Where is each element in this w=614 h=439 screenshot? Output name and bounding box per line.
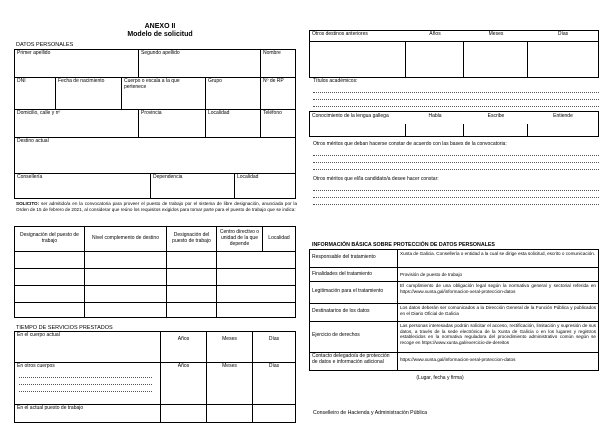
table-row [15, 251, 295, 268]
department-label: Consellería [17, 174, 43, 180]
understands-label: Entiende [553, 113, 573, 119]
signature-note: (Lugar, fecha y firma) [416, 375, 464, 381]
locality-label: Localidad [208, 110, 230, 116]
th-designation2: Designación del puesto de trabajo [167, 227, 217, 251]
recipient: Conselleiro de Hacienda y Administración Pública [313, 410, 428, 416]
first-surname-label: Primer apellido [17, 50, 51, 56]
th-directive-center: Centro directivo o unidad de la que depende [217, 227, 263, 251]
dp-value: Las personas interesadas podrán solicitar el acceso, rectificación, limitación y supresión de sus datos, a través de la sede electrónica de la Xunta de Galicia o en los lugares y registros establecidos en la normativa reguladora del procedimiento administrativo común según se recoge en https://www.xunta.gal/exercicio-de-dereitos [400, 323, 596, 345]
days-label: Días [268, 336, 280, 342]
galician-label: Conocimiento de la lengua gallega [312, 113, 389, 119]
name-label: Nombre [263, 50, 281, 56]
dp-key: Ejercicio de derechos [312, 332, 360, 338]
th-level: Nivel complemento de destino [85, 227, 167, 251]
province-label: Provincia [141, 110, 162, 116]
merits-line [313, 155, 599, 156]
dp-value: Provisión de puesto de trabajo [400, 272, 463, 277]
page-title: Modelo de solicitud [127, 31, 193, 38]
table-row [15, 302, 295, 317]
personal-data-box [14, 49, 296, 199]
prev-years-label: Años [429, 31, 441, 37]
merits-line [313, 162, 599, 163]
data-protection-table [309, 249, 599, 371]
request-label: SOLICITO: [16, 201, 40, 206]
previous-posts-box [309, 30, 599, 78]
address-label: Domicilio, calle y nº [17, 110, 61, 116]
merits-line [313, 197, 599, 198]
current-post-time-label: En el actual puesto de trabajo [17, 405, 84, 411]
dp-value: El cumplimiento de una obligación legal según la normativa general y sectorial referida en https://www.xunta.gal/informacion-xeral-proteccion-datos [400, 283, 596, 294]
request-body: ser admitido/a en la convocatoria para proveer el puesto de trabajo por el sistema de libre designación, anunciada por la Orden de 15 de febrero de 2021, al considerar que reúno los requisitos exigidos para tomar parte para el puesto de trabajo que se indica: [16, 201, 297, 212]
galician-box [309, 111, 599, 137]
locality2-label: Localidad [237, 174, 259, 180]
other-corps-label: En otros cuerpos [17, 363, 55, 369]
candidate-merits-label: Otros méritos que el/la candidato/a desee hacer constar: [313, 176, 439, 182]
months-label: Meses [222, 336, 237, 342]
service-time-title: TIEMPO DE SERVICIOS PRESTADOS [16, 325, 113, 331]
table-row [15, 285, 295, 302]
corps-label: Cuerpo o escala a la que pertenece [124, 78, 180, 90]
years-label: Años [177, 336, 190, 342]
post-table [14, 226, 296, 318]
merits-line [313, 190, 599, 191]
years-label: Años [177, 363, 190, 369]
data-protection-title: INFORMACIÓN BÁSICA SOBRE PROTECCIÓN DE DATOS PERSONALES [312, 242, 495, 248]
degrees-line [313, 92, 599, 93]
dp-key: Destinatarios de los datos [312, 308, 370, 314]
table-row [15, 268, 295, 285]
th-designation: Designación del puesto de trabajo [15, 227, 85, 251]
other-merits-label: Otros méritos que deban hacerse constar de acuerdo con las bases de la convocatoria: [313, 141, 507, 147]
dp-value: Los datos deberán ser comunicados a la Dirección General de la Función Pública y publicados en el Diario Oficial de Galicia [400, 305, 596, 316]
merits-line [313, 204, 599, 205]
dp-key: Legitimación para el tratamiento [312, 288, 384, 294]
writes-label: Escribe [487, 113, 505, 119]
rp-number-label: Nº de RP [263, 78, 284, 84]
request-text [16, 201, 297, 212]
phone-label: Teléfono [263, 110, 282, 116]
dp-key: Contacto delegado/a de protección de datos e información adicional [312, 353, 390, 365]
second-surname-label: Segundo apellido [141, 50, 180, 56]
merits-line [313, 169, 599, 170]
prev-days-label: Días [557, 31, 569, 37]
dni-label: DNI [17, 78, 26, 84]
personal-section-title: DATOS PERSONALES [16, 42, 74, 48]
dp-value: Xunta de Galicia. Consellería o entidad a la cual se dirige esta solicitud, escrito o comunicación. [400, 251, 596, 256]
speaks-label: Habla [428, 113, 442, 119]
degrees-label: Títulos académicos: [313, 78, 358, 84]
days-label: Días [268, 363, 280, 369]
current-corps-label: En el cuerpo actual [17, 332, 60, 338]
previous-posts-label: Otros destinos anteriores [312, 31, 368, 37]
degrees-line [313, 99, 599, 100]
months-label: Meses [222, 363, 237, 369]
dp-key: Responsable del tratamiento [312, 254, 376, 260]
dp-value: https://www.xunta.gal/informacion-xeral-proteccion-datos [400, 357, 516, 362]
service-time-box [14, 331, 296, 423]
dp-key: Finalidades del tratamiento [312, 271, 373, 277]
dependency-label: Dependencia [153, 174, 183, 180]
annex-label: ANEXO II [144, 23, 176, 30]
group-label: Grupo [208, 78, 222, 84]
th-locality: Localidad [268, 235, 290, 242]
degrees-line [313, 106, 599, 107]
prev-months-label: Meses [488, 31, 504, 37]
current-post-label: Destino actual [17, 138, 49, 144]
birthdate-label: Fecha de nacimiento [58, 78, 105, 84]
